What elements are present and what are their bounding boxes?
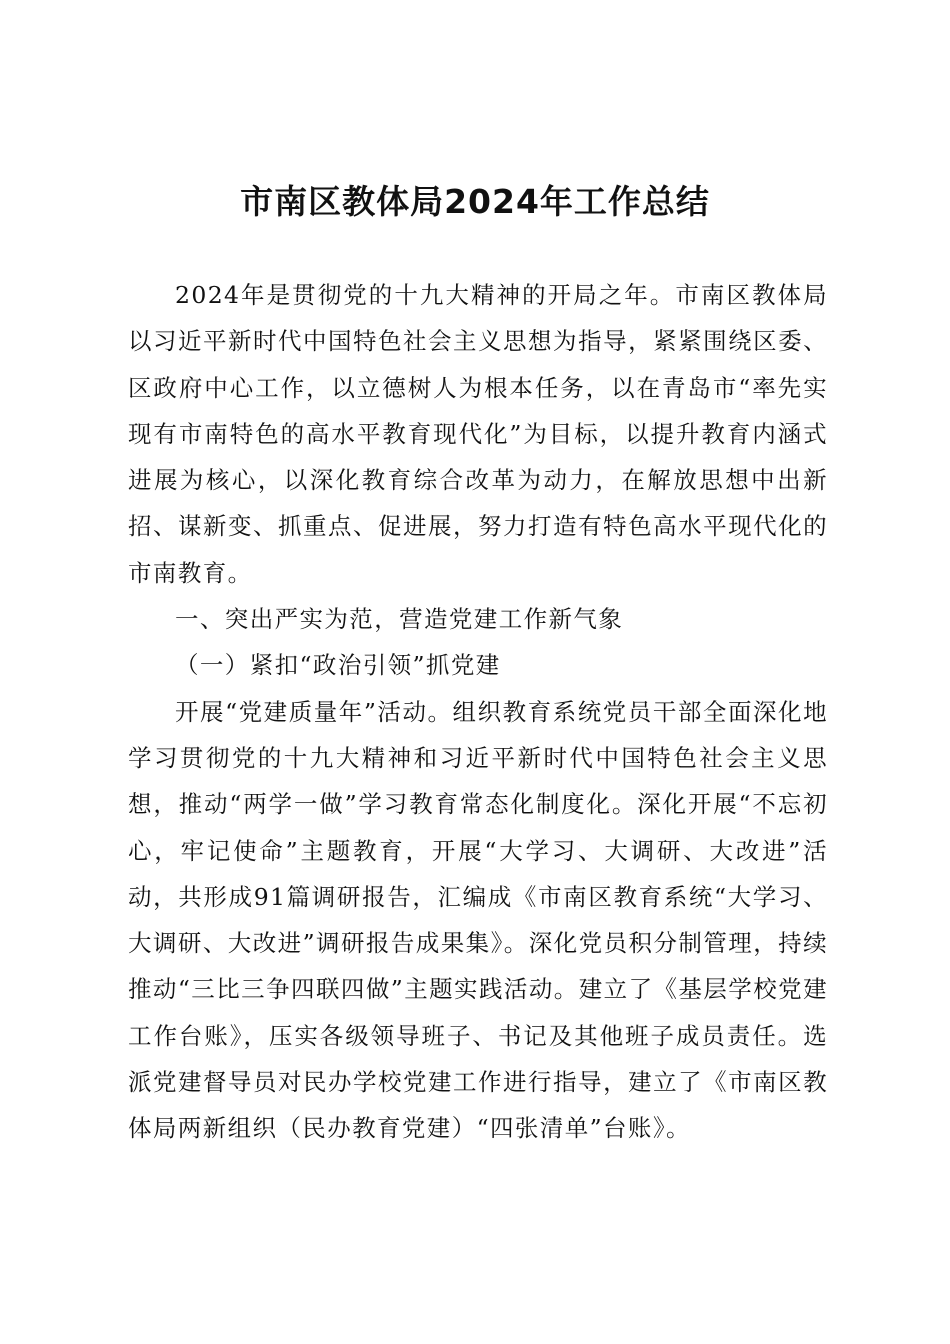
document-body [128, 272, 828, 1152]
document-title: 市南区教体局2024年工作总结 [240, 182, 710, 221]
intro-paragraph: 2024年是贯彻党的十九大精神的开局之年。市南区教体局以习近平新时代中国特色社会主义思想为指导，紧紧围绕区委、区政府中心工作，以立德树人为根本任务，以在青岛市“率先实现有市南特色的高水平教育现代化”为目标，以提升教育内涵式进展为核心，以深化教育综合改革为动力，在解放思想中出新招、谋新变、抓重点、促进展，努力打造有特色高水平现代化的市南教育。 [128, 281, 828, 587]
subsection-heading: （一）紧扣“政治引领”抓党建 [175, 651, 501, 680]
section-heading: 一、突出严实为范，营造党建工作新气象 [175, 605, 624, 634]
body-paragraph: 开展“党建质量年”活动。组织教育系统党员干部全面深化地学习贯彻党的十九大精神和习近平新时代中国特色社会主义思想，推动“两学一做”学习教育常态化制度化。深化开展“不忘初心，牢记使命”主题教育，开展“大学习、大调研、大改进”活动，共形成91篇调研报告，汇编成《市南区教育系统“大学习、大调研、大改进”调研报告成果集》。深化党员积分制管理，持续推动“三比三争四联四做”主题实践活动。建立了《基层学校党建工作台账》，压实各级领导班子、书记及其他班子成员责任。选派党建督导员对民办学校党建工作进行指导，建立了《市南区教体局两新组织（民办教育党建）“四张清单”台账》。 [128, 697, 828, 1143]
